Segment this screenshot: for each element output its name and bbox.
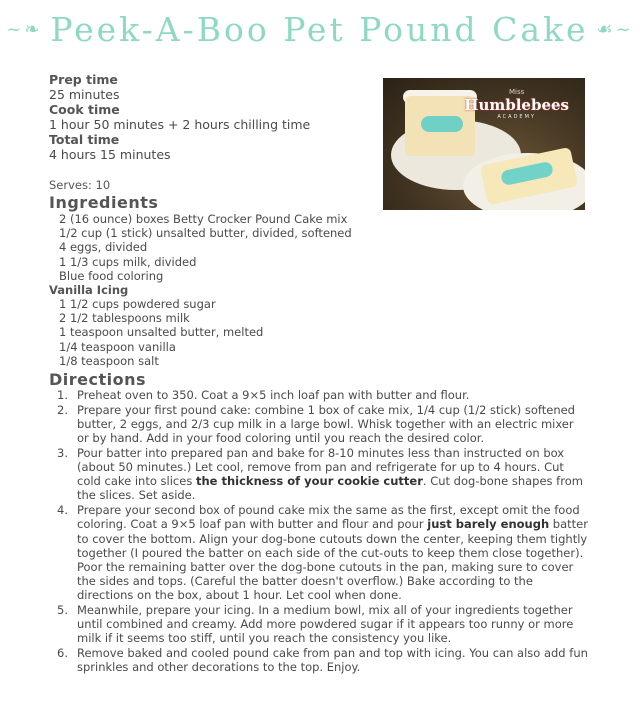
serves-count: Serves: 10 (49, 178, 111, 192)
step-text: . Cut dog-bone shapes from the slices. Set aside. (77, 474, 583, 503)
ingredient-item: 4 eggs, divided (59, 240, 148, 255)
photo-watermark-logo (464, 88, 569, 120)
ingredients-list (59, 212, 352, 283)
vanilla-icing-heading: Vanilla Icing (49, 283, 129, 297)
ingredient-item: 1 1/2 cups powdered sugar (59, 297, 216, 311)
step-number: 3. (57, 445, 68, 460)
step-number: 5. (57, 603, 68, 618)
prep-time-label: Prep time (49, 72, 118, 87)
step-text: Preheat oven to 350. Coat a 9×5 inch loaf pan with butter and flour. (77, 388, 470, 402)
direction-step (49, 403, 589, 446)
direction-step (49, 388, 589, 402)
ingredient-item: 2 (16 ounce) boxes Betty Crocker Pound Cake mix (59, 212, 348, 226)
step-text: Prepare your second box of pound cake mix the same as the first, except omit the food coloring. Coat a 9×5 loaf pan with butter and flour and pour (77, 503, 580, 532)
right-flourish-icon: ☙~ (596, 19, 634, 40)
directions-heading: Directions (49, 370, 147, 389)
ingredients-heading: Ingredients (49, 193, 159, 212)
ingredient-item: Blue food coloring (59, 268, 164, 283)
cook-time-value: 1 hour 50 minutes + 2 hours chilling time (49, 117, 311, 132)
ingredient-item: 1/2 cup (1 stick) unsalted butter, divided, softened (59, 226, 352, 241)
total-time-label: Total time (49, 132, 120, 147)
prep-time-value: 25 minutes (49, 87, 120, 102)
step-number: 6. (57, 646, 68, 661)
recipe-title: Peek-A-Boo Pet Pound Cake (50, 10, 589, 49)
ingredient-item: 1 teaspoon unsalted butter, melted (59, 325, 264, 340)
cook-time-label: Cook time (49, 102, 120, 117)
ingredient-item: 2 1/2 tablespoons milk (59, 311, 190, 326)
logo-academy: ACADEMY (497, 114, 536, 120)
logo-miss: Miss (509, 88, 525, 96)
direction-step (49, 646, 589, 674)
dog-bone-slice (421, 116, 463, 132)
step-number: 4. (57, 503, 68, 518)
logo-name: Humblebees (464, 96, 569, 114)
step-number: 1. (57, 388, 68, 402)
total-time-value: 4 hours 15 minutes (49, 147, 171, 162)
icing-ingredients-list (59, 297, 263, 368)
direction-step (49, 446, 589, 503)
step-text: Prepare your first pound cake: combine 1 box of cake mix, 1/4 cup (1/2 stick) softened butter, 2 eggs, and 2/3 cup milk in a large bowl. Whisk together with an electric mixer or by hand. Add in your food coloring until you reach the desired color. (77, 402, 575, 446)
ingredient-item: 1/8 teaspoon salt (59, 353, 159, 368)
step-emphasis: the thickness of your cookie cutter (195, 474, 423, 489)
step-text: Meanwhile, prepare your icing. In a medium bowl, mix all of your ingredients together until combined and creamy. Add more powdered sugar if it appears too runny or more milk if it seems too stiff, until you reach the consistency you like. (77, 603, 574, 646)
direction-step (49, 603, 589, 646)
ingredient-item: 1/4 teaspoon vanilla (59, 339, 176, 354)
recipe-times (49, 72, 310, 162)
directions-list (49, 388, 589, 675)
recipe-photo (383, 78, 585, 210)
step-emphasis: just barely enough (427, 517, 550, 532)
recipe-title-row (0, 10, 640, 49)
direction-step (49, 503, 589, 602)
step-number: 2. (57, 402, 68, 417)
left-flourish-icon: ~❧ (6, 19, 43, 40)
step-text: batter to cover the bottom. Align your dog-bone cutouts down the center, keeping them tightly together (I poured the batter on each side of the cut-outs to keep them close together). Poor the remaining batter over the dog-bone cutouts in the pan, making sure to cover the sides and tops. (Careful the batter doesn't overflow.) Bake according to the directions on the box, about 1 hour. Let cool when done. (77, 517, 588, 603)
step-text: Remove baked and cooled pound cake from pan and top with icing. You can also add fun sprinkles and other decorations to the top. Enjoy. (77, 646, 588, 675)
ingredient-item: 1 1/3 cups milk, divided (59, 254, 197, 269)
step-text: Pour batter into prepared pan and bake for 8-10 minutes less than instructed on box (about 50 minutes.) Let cool, remove from pan and refrigerate for up to 4 hours. Cut cold cake into slices (77, 445, 565, 489)
